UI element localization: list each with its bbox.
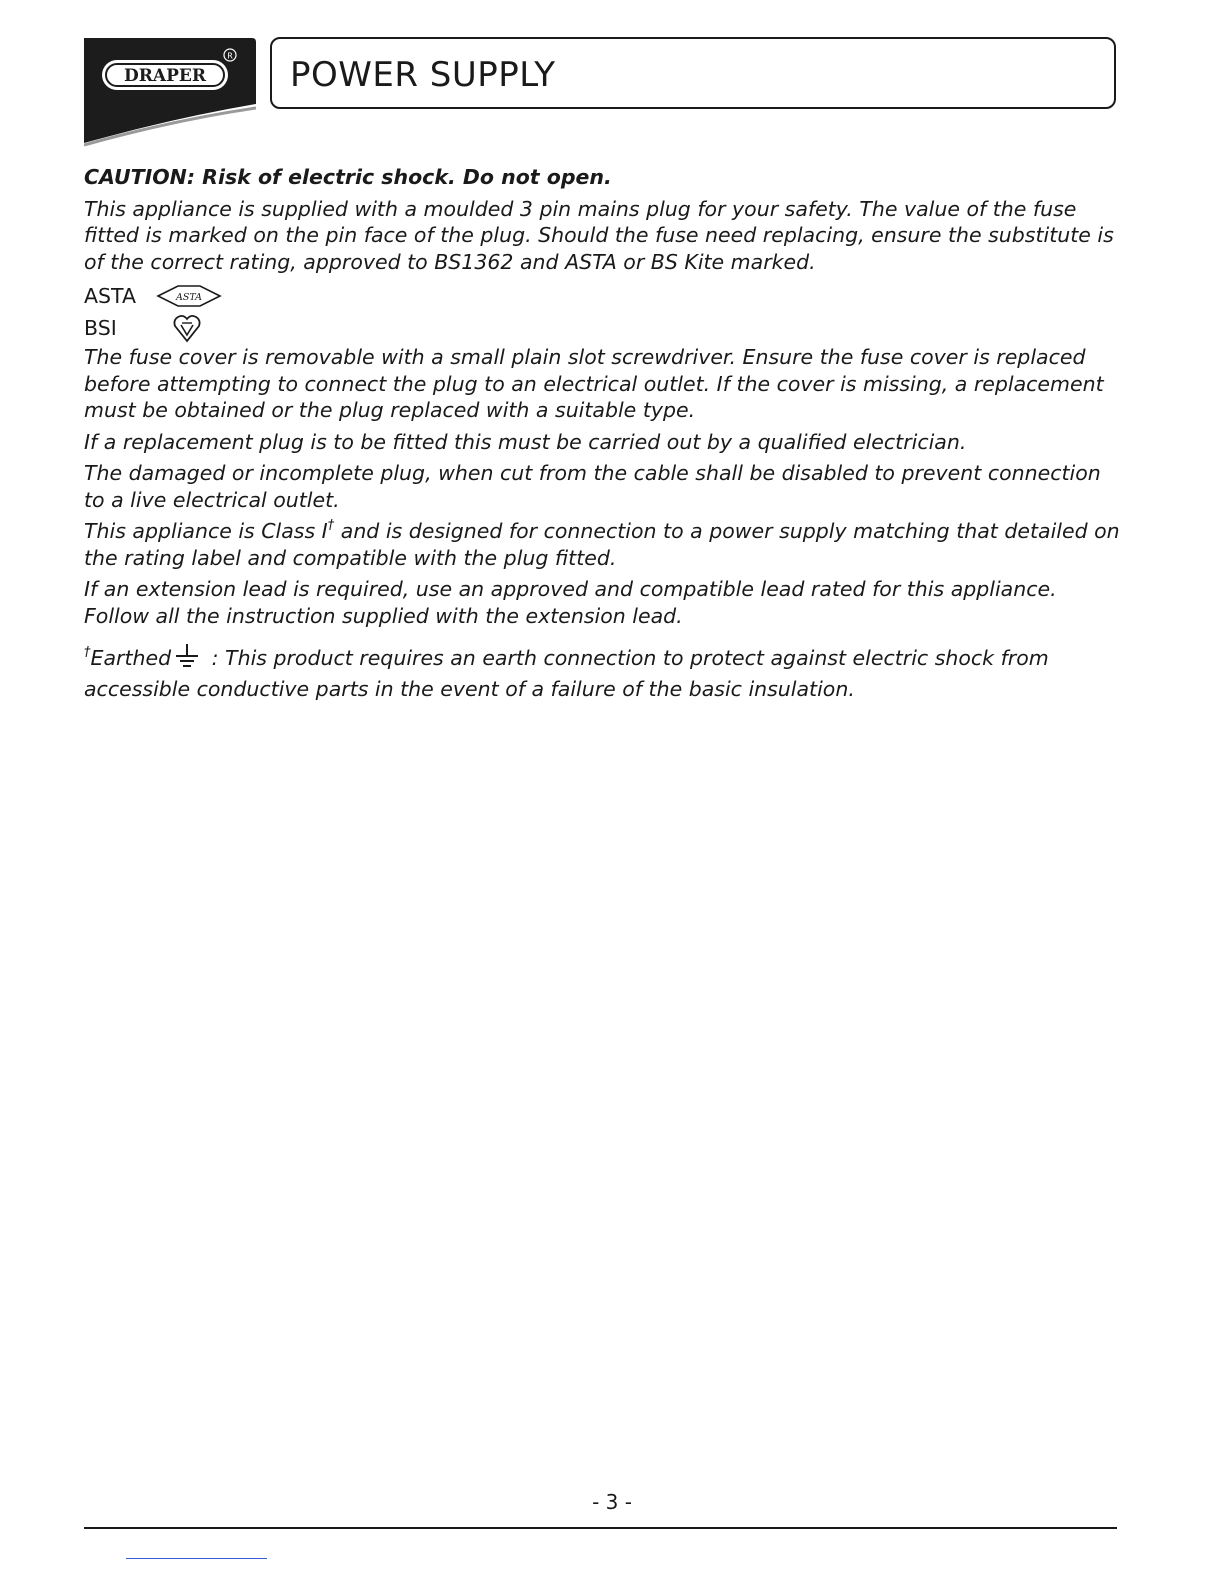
class-dagger: † <box>327 518 335 533</box>
class-rating-text-start: This appliance is Class I <box>84 519 328 543</box>
footer-divider <box>84 1527 1117 1529</box>
bsi-label: BSI <box>84 315 117 340</box>
earth-footnote-text: : This product requires an earth connection to protect against electric shock from accessible conductive parts in the event of a failure of the basic insulation. <box>84 646 1049 701</box>
svg-text:DRAPER: DRAPER <box>124 66 206 86</box>
svg-text:R: R <box>227 51 233 61</box>
page-title: POWER SUPPLY <box>290 55 556 95</box>
svg-text:ASTA: ASTA <box>175 292 203 303</box>
caution-heading: CAUTION: Risk of electric shock. Do not open. <box>84 165 612 189</box>
draper-logo <box>84 38 256 148</box>
page-title-box <box>270 37 1116 109</box>
asta-label: ASTA <box>84 283 136 308</box>
class-rating-paragraph <box>84 518 1124 571</box>
fuse-cover-paragraph: The fuse cover is removable with a small plain slot screwdriver. Ensure the fuse cover is replaced before attempting to connect the plug to an electrical outlet. If the cover is missing, a replacement must be obtained or the plug replaced with a suitable type. <box>84 345 1104 422</box>
plug-fuse-paragraph: This appliance is supplied with a moulded 3 pin mains plug for your safety. The value of the fuse fitted is marked on the pin face of the plug. Should the fuse need replacing, ensure the substitute is of the correct rating, approved to BS1362 and ASTA or BS Kite marked. <box>84 196 1114 274</box>
class-rating-text-end: and is designed for connection to a power supply matching that detailed on the rating label and compatible with the plug fitted. <box>84 519 1120 570</box>
bsi-kitemark-icon <box>172 313 202 343</box>
damaged-plug-paragraph: The damaged or incomplete plug, when cut from the cable shall be disabled to prevent connection to a live electrical outlet. <box>84 461 1101 512</box>
page-number: - 3 - <box>592 1490 632 1514</box>
earthed-label: Earthed <box>90 646 172 670</box>
bsi-mark-row <box>84 312 1124 344</box>
asta-mark-row <box>84 280 1124 312</box>
earth-ground-icon <box>175 643 199 676</box>
earth-footnote <box>84 643 1124 702</box>
footnote-dagger: † <box>84 645 91 660</box>
power-supply-content <box>84 164 1124 707</box>
asta-diamond-icon <box>156 284 222 308</box>
extension-lead-paragraph: If an extension lead is required, use an approved and compatible lead rated for this appliance. Follow all the instruction supplied with the extension lead. <box>84 577 1057 628</box>
footer-link-underline <box>126 1558 267 1559</box>
replacement-plug-paragraph: If a replacement plug is to be fitted this must be carried out by a qualified electrician. <box>84 429 967 454</box>
